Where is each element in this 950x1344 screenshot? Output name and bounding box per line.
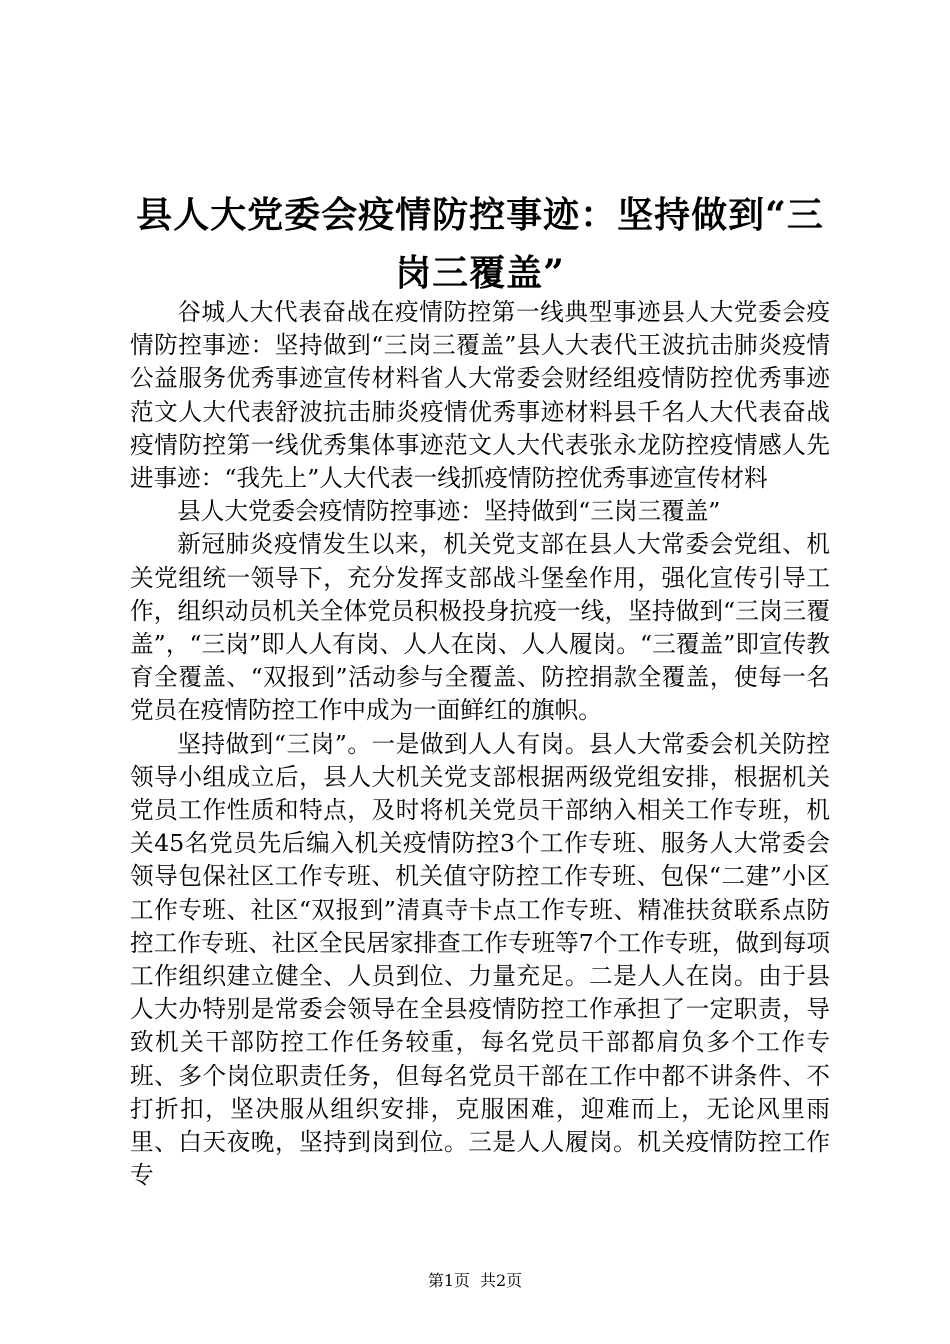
paragraph-subtitle: 县人大党委会疫情防控事迹：坚持做到“三岗三覆盖” xyxy=(177,497,721,526)
paragraph-related-articles: 谷城人大代表奋战在疫情防控第一线典型事迹县人大党委会疫情防控事迹：坚持做到“三岗三覆盖”县人大表代王波抗击肺炎疫情公益服务优秀事迹宣传材料省人大常委会财经组疫情防控优秀事迹范文人大代表舒波抗击肺炎疫情优秀事迹材料县千名人大代表奋战疫情防控第一线优秀集体事迹范文人大代表张永龙防控疫情感人先进事迹：“我先上”人大代表一线抓疫情防控优秀事迹宣传材料 xyxy=(130,298,830,493)
paragraph-intro: 新冠肺炎疫情发生以来，机关党支部在县人大常委会党组、机关党组统一领导下，充分发挥支部战斗堡垒作用，强化宣传引导工作，组织动员机关全体党员积极投身抗疫一线，坚持做到“三岗三覆盖”，“三岗”即人人有岗、人人在岗、人人履岗。“三覆盖”即宣传教育全覆盖、“双报到”活动参与全覆盖、防控捐款全覆盖，使每一名党员在疫情防控工作中成为一面鲜红的旗帜。 xyxy=(130,530,830,725)
document-body xyxy=(130,296,830,1192)
paragraph-three-posts: 坚持做到“三岗”。一是做到人人有岗。县人大常委会机关防控领导小组成立后，县人大机关党支部根据两级党组安排，根据机关党员工作性质和特点，及时将机关党员干部纳入相关工作专班，机关45名党员先后编入机关疫情防控3个工作专班、服务人大常委会领导包保社区工作专班、机关值守防控工作专班、包保“二建”小区工作专班、社区“双报到”清真寺卡点工作专班、精准扶贫联系点防控工作专班、社区全民居家排查工作专班等7个工作专班，做到每项工作组织建立健全、人员到位、力量充足。二是人人在岗。由于县人大办特别是常委会领导在全县疫情防控工作承担了一定职责，导致机关干部防控工作任务较重，每名党员干部都肩负多个工作专班、多个岗位职责任务，但每名党员干部在工作中都不讲条件、不打折扣，坚决服从组织安排，克服困难，迎难而上，无论风里雨里、白天夜晚，坚持到岗到位。三是人人履岗。机关疫情防控工作专 xyxy=(130,729,830,1190)
page-footer xyxy=(0,1271,950,1291)
page-total: 共2页 xyxy=(480,1271,523,1290)
page-number: 第1页 xyxy=(427,1271,470,1290)
document-title: 县人大党委会疫情防控事迹：坚持做到“三岗三覆盖” xyxy=(136,194,824,294)
